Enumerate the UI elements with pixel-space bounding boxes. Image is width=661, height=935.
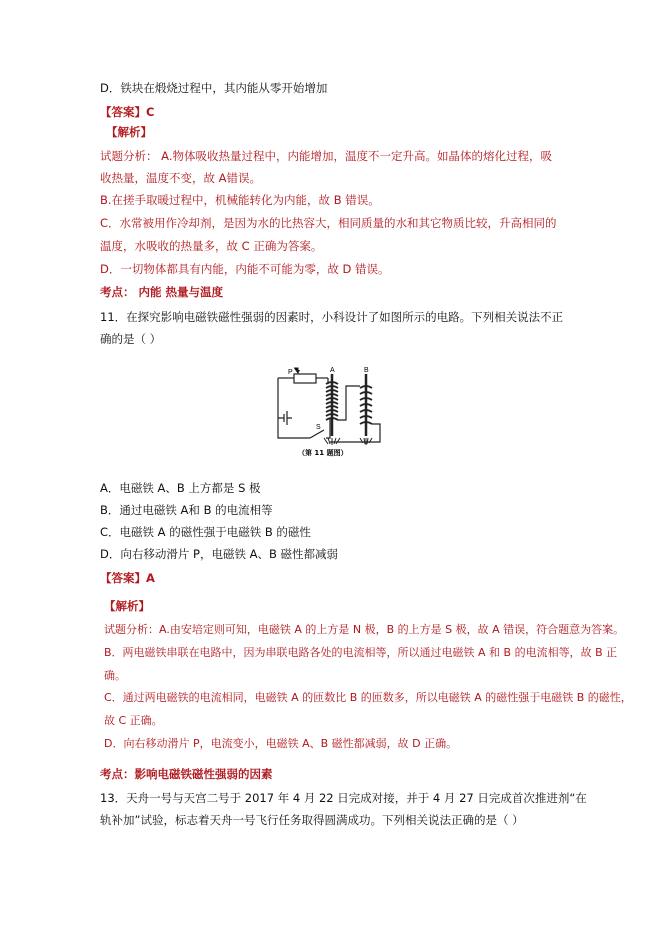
q11-answer: 【答案】A bbox=[100, 571, 155, 585]
prev-analysis-line-2: 收热量，温度不变，故 A错误。 bbox=[100, 171, 262, 185]
circuit-diagram bbox=[268, 366, 390, 458]
q11-stem-line-2: 确的是（ ） bbox=[100, 332, 162, 346]
q11-analysis-line-6: D．向右移动滑片 P，电流变小，电磁铁 A、B 磁性都减弱，故 D 正确。 bbox=[104, 737, 458, 750]
prev-kaodian: 考点： 内能 热量与温度 bbox=[100, 285, 224, 299]
q11-option-d: D．向右移动滑片 P，电磁铁 A、B 磁性都减弱 bbox=[100, 547, 339, 561]
q11-option-a: A．电磁铁 A、B 上方都是 S 极 bbox=[100, 481, 261, 495]
q11-analysis-title: 【解析】 bbox=[104, 599, 150, 613]
prev-analysis-line-4: C．水常被用作冷却剂，是因为水的比热容大，相同质量的水和其它物质比较，升高相同的 bbox=[100, 216, 557, 230]
prev-analysis-line-5: 温度，水吸收的热量多，故 C 正确为答案。 bbox=[100, 239, 323, 253]
prev-analysis-line-3: B.在搓手取暖过程中，机械能转化为内能，故 B 错误。 bbox=[100, 193, 380, 207]
q11-analysis-line-5: 故 C 正确。 bbox=[104, 714, 163, 727]
prev-analysis-line-1: 试题分析： A.物体吸收热量过程中，内能增加，温度不一定升高。如晶体的熔化过程，吸 bbox=[100, 149, 552, 163]
prev-analysis-title: 【解析】 bbox=[106, 125, 152, 139]
q11-analysis-line-3: 确。 bbox=[104, 669, 126, 682]
label-a: A bbox=[330, 367, 335, 374]
prev-option-d: D．铁块在煅烧过程中，其内能从零开始增加 bbox=[100, 81, 328, 95]
prev-analysis-line-6: D．一切物体都具有内能，内能不可能为零，故 D 错误。 bbox=[100, 262, 390, 276]
q11-analysis-line-2: B．两电磁铁串联在电路中，因为串联电路各处的电流相等，所以通过电磁铁 A 和 B 的电流相等，故 B 正 bbox=[104, 646, 618, 659]
q11-analysis-line-1: 试题分析：A.由安培定则可知，电磁铁 A 的上方是 N 极，B 的上方是 S 极，故 A 错误，符合题意为答案。 bbox=[104, 623, 625, 636]
q13-stem-line-1: 13．天舟一号与天宫二号于 2017 年 4 月 22 日完成对接，并于 4 月 27 日完成首次推进剂“在 bbox=[100, 791, 587, 805]
q11-stem-line-1: 11．在探究影响电磁铁磁性强弱的因素时，小科设计了如图所示的电路。下列相关说法不正 bbox=[100, 310, 564, 324]
label-b: B bbox=[364, 367, 369, 374]
label-s: S bbox=[316, 424, 321, 431]
q11-kaodian: 考点：影响电磁铁磁性强弱的因素 bbox=[100, 767, 273, 781]
q11-option-b: B．通过电磁铁 A和 B 的电流相等 bbox=[100, 503, 273, 517]
prev-answer: 【答案】C bbox=[100, 105, 155, 119]
figure-caption: （第 11 题图） bbox=[298, 449, 348, 457]
q11-analysis-line-4: C．通过两电磁铁的电流相同，电磁铁 A 的匝数比 B 的匝数多，所以电磁铁 A 的磁性强于电磁铁 B 的磁性， bbox=[104, 691, 632, 704]
q11-option-c: C．电磁铁 A 的磁性强于电磁铁 B 的磁性 bbox=[100, 525, 311, 539]
q13-stem-line-2: 轨补加”试验，标志着天舟一号飞行任务取得圆满成功。下列相关说法正确的是（ ） bbox=[100, 813, 524, 827]
label-p: P bbox=[288, 369, 293, 376]
